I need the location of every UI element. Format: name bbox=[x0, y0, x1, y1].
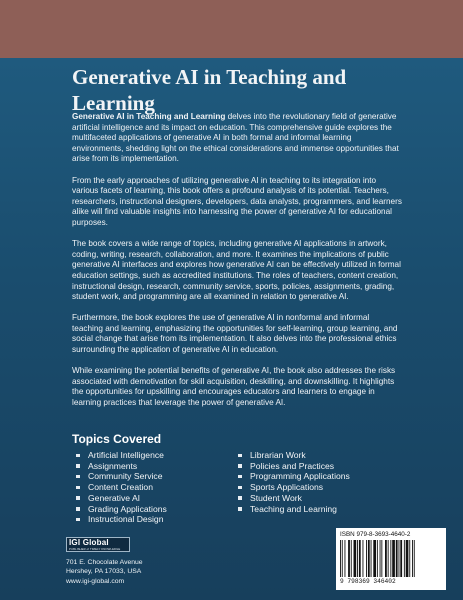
barcode-number: 9 798369 346402 bbox=[340, 578, 396, 585]
barcode-bar bbox=[368, 540, 370, 577]
topic-item: Grading Applications bbox=[74, 504, 167, 515]
description bbox=[72, 112, 402, 419]
book-title: Generative AI in Teaching and Learning bbox=[72, 65, 347, 115]
barcode-bar bbox=[396, 540, 398, 577]
description-paragraph-2: From the early approaches of utilizing generative AI in teaching to its integration into various facets of learning, this book offers a profound analysis of its potential. Teachers, researchers, instructional designers, developers, data analysts, programmers, and learners alike will find valuable insights into harnessing the power of generative AI for educational purposes. bbox=[72, 175, 402, 227]
topic-item: Instructional Design bbox=[74, 514, 167, 525]
barcode-bar bbox=[354, 540, 357, 577]
publisher-address bbox=[66, 558, 143, 586]
topic-item: Teaching and Learning bbox=[236, 504, 350, 515]
barcode-bar bbox=[371, 540, 372, 577]
publisher-website: www.igi-global.com bbox=[66, 577, 125, 585]
description-paragraph-3: The book covers a wide range of topics, including generative AI applications in artwork, coding, writing, research, collaboration, and more. It examines the implications of public generative AI interfaces and explores how generative AI can be effectively utilized in formal education settings, such as accredited institutions. The roles of teachers, content creation, instructional design, research, community service, sports, policies, assignments, grading, student work, and programming are all examined in relation to generative AI. bbox=[72, 239, 401, 302]
barcode-bar bbox=[409, 540, 410, 577]
topic-item: Student Work bbox=[236, 493, 350, 504]
barcode-bar bbox=[399, 540, 400, 577]
barcode-bar bbox=[345, 540, 346, 577]
publisher-logo bbox=[66, 537, 130, 552]
topic-item: Assignments bbox=[74, 461, 167, 472]
topic-item: Community Service bbox=[74, 471, 167, 482]
barcode-bar bbox=[342, 540, 343, 577]
barcode-bar bbox=[412, 540, 413, 577]
barcode-bar bbox=[359, 540, 361, 577]
topic-item: Policies and Practices bbox=[236, 461, 350, 472]
barcode-bar bbox=[373, 540, 376, 577]
description-paragraph-5: While examining the potential benefits of generative AI, the book also addresses the risks associated with demotivation for skill acquisition, deskilling, and downskilling. It highlights the opportunities for upskilling and encourages educators and learners to engage in learning practices that leverage the power of generative AI. bbox=[72, 366, 396, 408]
topic-item: Generative AI bbox=[74, 493, 167, 504]
isbn-label: ISBN 979-8-3693-4640-2 bbox=[340, 531, 411, 538]
barcode-bar bbox=[366, 540, 367, 577]
barcode-bar bbox=[340, 540, 341, 577]
publisher-logo-name: IGI Global bbox=[69, 538, 109, 547]
publisher-logo-tagline: PUBLISHER of TIMELY KNOWLEDGE bbox=[69, 547, 121, 551]
barcode-block bbox=[336, 528, 446, 590]
barcode-bar bbox=[388, 540, 389, 577]
barcode-bar bbox=[348, 540, 350, 577]
barcode-bar bbox=[414, 540, 415, 577]
barcode-bar bbox=[404, 540, 405, 577]
topics-heading: Topics Covered bbox=[72, 432, 162, 446]
barcode-bar bbox=[381, 540, 382, 577]
topic-item: Librarian Work bbox=[236, 450, 350, 461]
barcode-bar bbox=[357, 540, 358, 577]
topics-list-right bbox=[236, 450, 350, 514]
barcode-bar bbox=[390, 540, 391, 577]
top-color-band bbox=[0, 0, 463, 58]
address-line: 701 E. Chocolate Avenue bbox=[66, 559, 143, 566]
topics-list-left bbox=[74, 450, 167, 525]
barcode-bar bbox=[385, 540, 387, 577]
barcode-bar bbox=[377, 540, 378, 577]
description-paragraph-4: Furthermore, the book explores the use of generative AI in nonformal and informal teaching and learning, emphasizing the opportunities for self-learning, group learning, and social change that arise from its implementation. It also delves into the professional ethics surrounding the application of generative AI in education. bbox=[72, 313, 398, 355]
topic-item: Sports Applications bbox=[236, 482, 350, 493]
barcode-bar bbox=[363, 540, 364, 577]
topic-item: Content Creation bbox=[74, 482, 167, 493]
description-paragraph-1 bbox=[72, 112, 402, 165]
barcode-bar bbox=[400, 540, 402, 577]
description-paragraph-1-text: delves into the revolutionary field of generative artificial intelligence and its impact on education. This comprehensive guide explores the multifaceted applications of generative AI in both formal and informal learning environments, shedding light on the ethical considerations and immense opportunities that arise from its implementation. bbox=[72, 112, 399, 164]
barcode-bar bbox=[380, 540, 381, 577]
barcode-bar bbox=[392, 540, 395, 577]
barcode-image bbox=[340, 540, 442, 577]
barcode-bar bbox=[351, 540, 352, 577]
description-lead-title: Generative AI in Teaching and Learning bbox=[72, 112, 226, 121]
address-line: Hershey, PA 17033, USA bbox=[66, 568, 142, 576]
topic-item: Programming Applications bbox=[236, 471, 350, 482]
topic-item: Artificial Intelligence bbox=[74, 450, 167, 461]
barcode-bar bbox=[406, 540, 409, 577]
